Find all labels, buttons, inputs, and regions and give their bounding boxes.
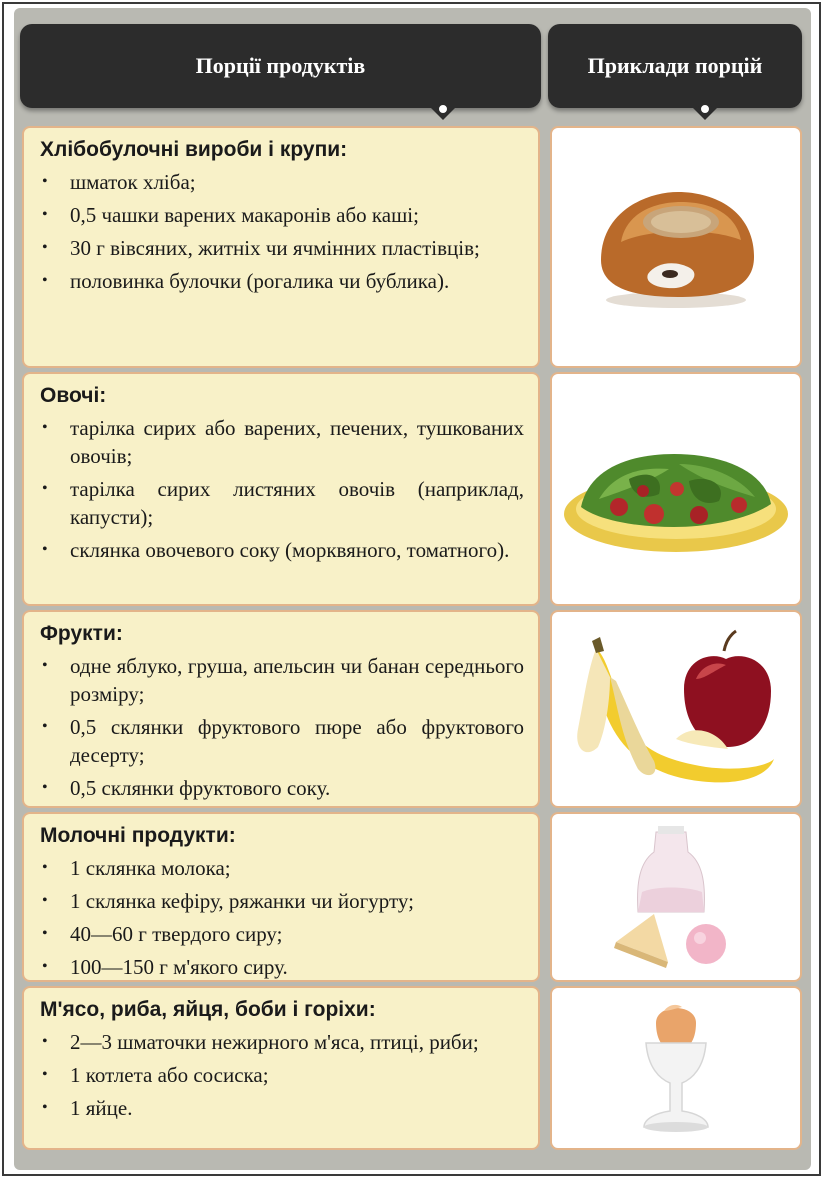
list-item: • 40—60 г твердого сиру;	[40, 920, 524, 948]
group-vegetables	[22, 372, 540, 606]
list-item: • 0,5 склянки фруктового соку.	[40, 774, 524, 802]
header-examples	[548, 24, 802, 108]
header-dot	[436, 102, 450, 116]
list-item: • 30 г вівсяних, житніх чи ячмінних пластівців;	[40, 234, 524, 262]
group-title: Фрукти:	[40, 622, 123, 645]
apple-banana-icon	[566, 629, 786, 789]
list-item: • 1 котлета або сосиска;	[40, 1061, 524, 1089]
image-protein	[550, 986, 802, 1150]
group-title: М'ясо, риба, яйця, боби і горіхи:	[40, 998, 376, 1021]
header-dot	[698, 102, 712, 116]
image-dairy	[550, 812, 802, 982]
egg-cup-icon	[616, 993, 736, 1143]
list-item: • 1 склянка кефіру, ряжанки чи йогурту;	[40, 887, 524, 915]
group-items	[40, 414, 524, 564]
group-items	[40, 1028, 524, 1122]
list-item: • тарілка сирих листяних овочів (наприклад, капусти);	[40, 475, 524, 531]
list-item: • 1 яйце.	[40, 1094, 524, 1122]
group-bread	[22, 126, 540, 368]
bun-icon	[586, 182, 766, 312]
salad-plate-icon	[559, 419, 793, 559]
group-dairy	[22, 812, 540, 982]
header-portions	[20, 24, 541, 108]
list-item: • 0,5 склянки фруктового пюре або фруктового десерту;	[40, 713, 524, 769]
group-items	[40, 652, 524, 802]
list-item: • 1 склянка молока;	[40, 854, 524, 882]
group-title: Хлібобулочні вироби і крупи:	[40, 138, 348, 161]
list-item: • половинка булочки (рогалика чи бублика).	[40, 267, 524, 295]
list-item: • 0,5 чашки варених макаронів або каші;	[40, 201, 524, 229]
header-examples-label: Приклади порцій	[587, 53, 763, 78]
list-item: • склянка овочевого соку (морквяного, томатного).	[40, 536, 524, 564]
list-item: • одне яблуко, груша, апельсин чи банан середнього розміру;	[40, 652, 524, 708]
group-fruits	[22, 610, 540, 808]
image-fruits	[550, 610, 802, 808]
list-item: • 2—3 шматочки нежирного м'яса, птиці, риби;	[40, 1028, 524, 1056]
dairy-icon	[606, 822, 746, 972]
image-vegetables	[550, 372, 802, 606]
list-item: • 100—150 г м'якого сиру.	[40, 953, 524, 981]
header-portions-label: Порції продуктів	[195, 53, 366, 78]
group-title: Овочі:	[40, 384, 107, 407]
group-protein	[22, 986, 540, 1150]
list-item: • тарілка сирих або варених, печених, тушкованих овочів;	[40, 414, 524, 470]
group-items	[40, 854, 524, 981]
image-bread	[550, 126, 802, 368]
list-item: • шматок хліба;	[40, 168, 524, 196]
group-title: Молочні продукти:	[40, 824, 236, 847]
group-items	[40, 168, 524, 295]
